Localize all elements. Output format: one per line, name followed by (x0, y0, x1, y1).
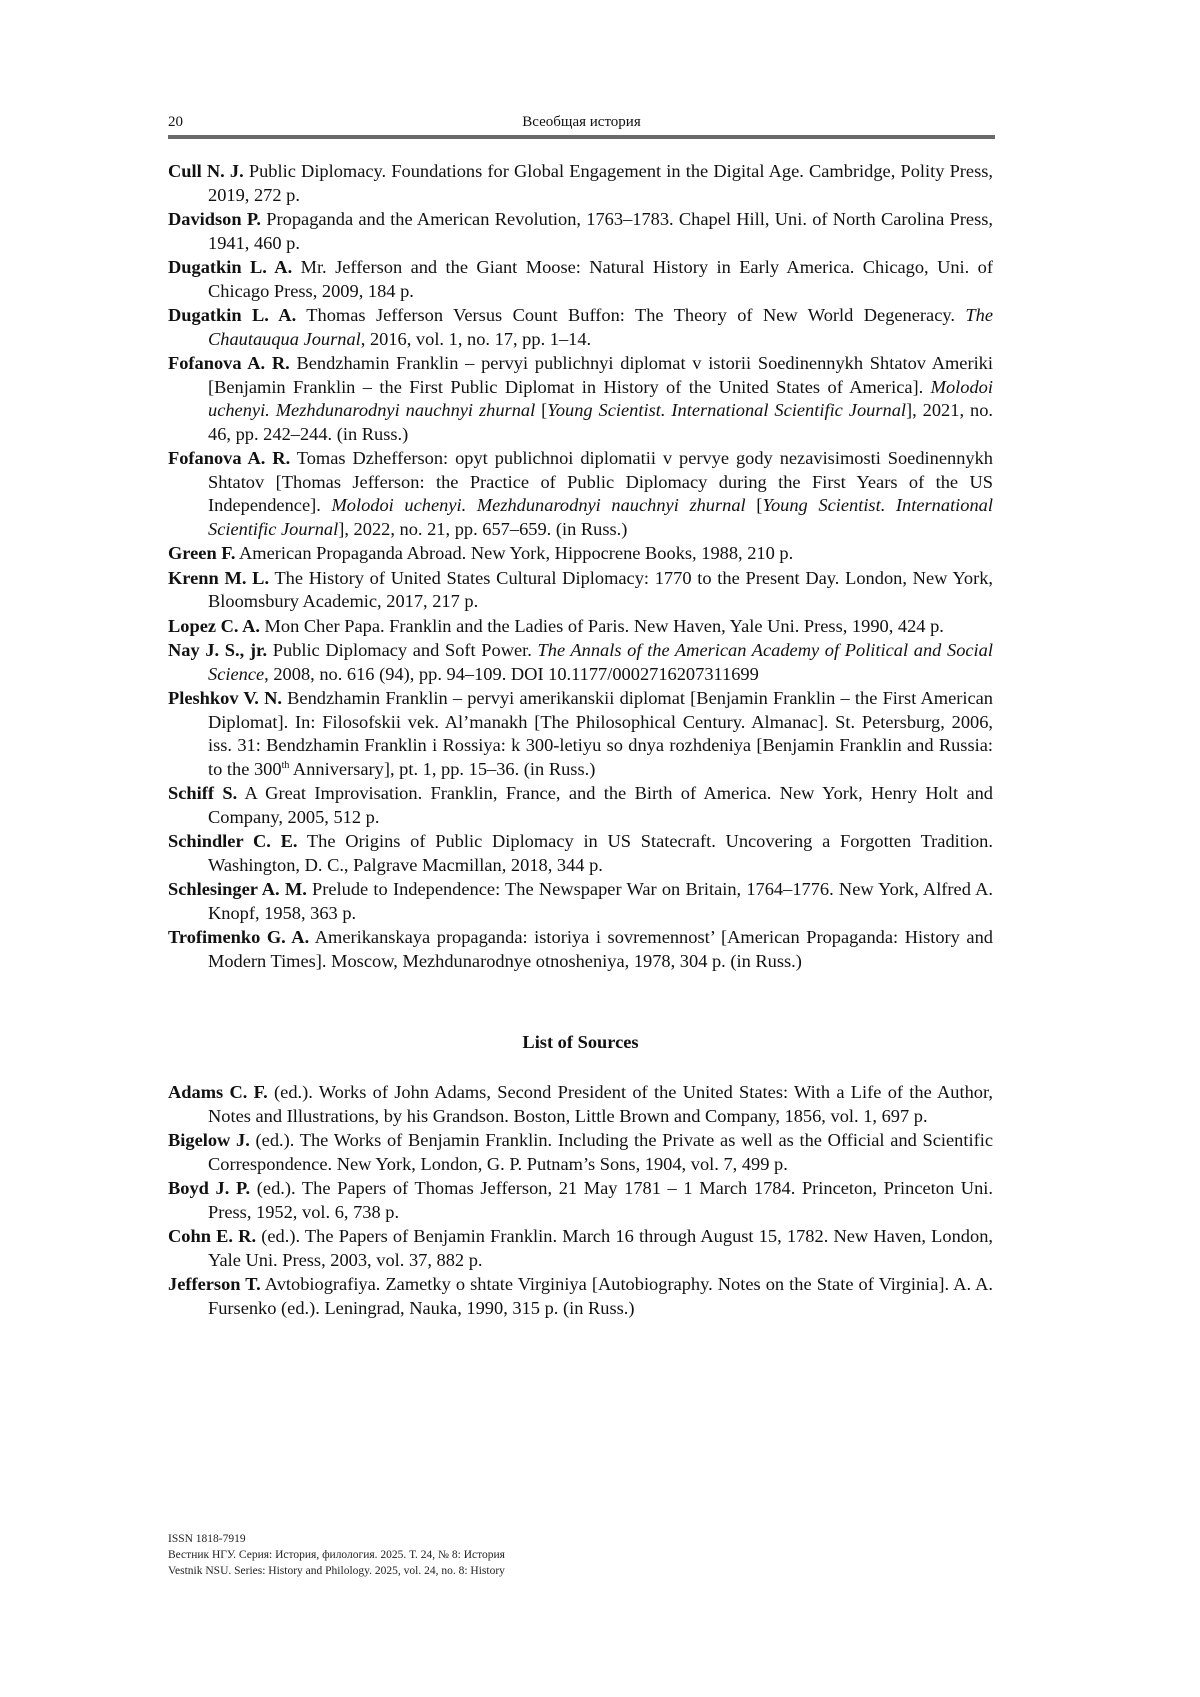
reference-entry (168, 878, 993, 925)
reference-author: Schlesinger A. M. (168, 879, 307, 900)
reference-text: Bendzhamin Franklin – pervyi publichnyi diplomat v istorii Soedinennykh Shtatov Ameriki [Benjamin Franklin – the First Public Diplomat in History of the United States of America]. (208, 352, 993, 397)
reference-text: , 2008, no. 616 (94), pp. 94–109. DOI 10.1177/0002716207311699 (264, 663, 759, 684)
header-rule (168, 135, 995, 139)
reference-author: Bigelow J. (168, 1129, 250, 1150)
reference-title-italic: Young Scientist. International Scientific Journal (208, 495, 993, 539)
reference-text: Public Diplomacy and Soft Power. (267, 640, 538, 661)
reference-author: Fofanova A. R. (168, 448, 291, 469)
reference-author: Dugatkin L. A. (168, 304, 297, 325)
reference-author: Jefferson T. (168, 1273, 261, 1294)
reference-text: th (281, 759, 290, 771)
reference-entry (168, 352, 993, 446)
page-number: 20 (168, 114, 183, 130)
reference-title-italic: Young Scientist. International Scientific Journal (547, 400, 906, 421)
reference-entry (168, 926, 993, 973)
reference-text: Amerikanskaya propaganda: istoriya i sovremennost’ [American Propaganda: History and Modern Times]. Moscow, Mezhdunarodnye otnosheniya, 1978, 304 p. (in Russ.) (208, 927, 993, 971)
reference-entry (168, 304, 993, 351)
reference-entry (168, 567, 993, 614)
section-heading-sources: List of Sources (522, 1032, 639, 1052)
reference-text: The History of United States Cultural Diplomacy: 1770 to the Present Day. London, New York, Bloomsbury Academic, 2017, 217 p. (208, 567, 993, 612)
reference-text: ], 2022, no. 21, pp. 657–659. (in Russ.) (338, 518, 628, 539)
reference-text: The Origins of Public Diplomacy in US Statecraft. Uncovering a Forgotten Tradition. Washington, D. C., Palgrave Macmillan, 2018, 344 p. (208, 831, 993, 875)
reference-text: Tomas Dzhefferson: opyt publichnoi diplomatii v pervye gody nezavisimosti Soedinennykh Shtatov [Thomas Jefferson: the Practice of Public Diplomacy during the First Years of the US Independence]. (208, 448, 993, 516)
reference-title-italic: The Chautauqua Journal (208, 304, 993, 349)
reference-entry (168, 1225, 993, 1272)
reference-entry (168, 830, 993, 877)
reference-text: Bendzhamin Franklin – pervyi amerikanskii diplomat [Benjamin Franklin – the First American Diplomat]. In: Filosofskii vek. Al’manakh [The Philosophical Century. Almanac]. St. Petersburg, 2006, iss. 31: Bendzhamin Franklin i Rossiya: k 300-letiyu so dnya rozhdeniya [Benjamin Franklin and Russia: to the 300 (208, 688, 993, 779)
sources-list (168, 1081, 993, 1321)
reference-author: Schindler C. E. (168, 831, 298, 852)
reference-text: , 2016, vol. 1, no. 17, pp. 1–14. (360, 328, 592, 349)
reference-text: Avtobiografiya. Zametky o shtate Virginiya [Autobiography. Notes on the State of Virginia]. A. A. Fursenko (ed.). Leningrad, Nauka, 1990, 315 p. (in Russ.) (208, 1273, 994, 1318)
reference-author: Nay J. S., jr. (168, 640, 268, 661)
reference-title-italic: The Annals of the American Academy of Political and Social Science (208, 640, 993, 684)
reference-entry (168, 1273, 993, 1320)
reference-text: [ (535, 400, 548, 421)
reference-entry (168, 639, 993, 686)
reference-author: Pleshkov V. N. (168, 688, 282, 709)
page-footer (168, 1531, 505, 1579)
reference-entry (168, 782, 993, 829)
reference-title-italic: Molodoi uchenyi. Mezhdunarodnyi nauchnyi zhurnal (208, 376, 993, 421)
reference-author: Davidson P. (168, 208, 262, 229)
reference-text: ], 2021, no. 46, pp. 242–244. (in Russ.) (208, 400, 993, 444)
reference-author: Krenn M. L. (168, 567, 270, 588)
literature-list (168, 160, 993, 974)
reference-text: Thomas Jefferson Versus Count Buffon: The Theory of New World Degeneracy. (296, 304, 966, 325)
reference-entry (168, 160, 993, 207)
reference-text: A Great Improvisation. Franklin, France, and the Birth of America. New York, Henry Holt and Company, 2005, 512 p. (208, 783, 994, 827)
reference-text: Mon Cher Papa. Franklin and the Ladies of Paris. New Haven, Yale Uni. Press, 1990, 424 p. (259, 615, 944, 636)
reference-author: Lopez C. A. (168, 615, 260, 636)
reference-entry (168, 208, 993, 255)
reference-text: Propaganda and the American Revolution, 1763–1783. Chapel Hill, Uni. of North Carolina Press, 1941, 460 p. (208, 208, 993, 253)
reference-author: Trofimenko G. A. (168, 927, 310, 948)
reference-text: (ed.). The Works of Benjamin Franklin. Including the Private as well as the Official and Scientific Correspondence. New York, London, G. P. Putnam’s Sons, 1904, vol. 7, 499 p. (208, 1129, 993, 1174)
reference-title-italic: Molodoi uchenyi. Mezhdunarodnyi nauchnyi zhurnal (331, 495, 746, 516)
reference-author: Schiff S. (168, 783, 238, 804)
reference-text: (ed.). Works of John Adams, Second President of the United States: With a Life of the Author, Notes and Illustrations, by his Grandson. Boston, Little Brown and Company, 1856, vol. 1, 697 p. (208, 1082, 993, 1126)
reference-author: Dugatkin L. A. (168, 256, 293, 277)
reference-entry (168, 256, 993, 303)
reference-text: [ (745, 495, 763, 516)
reference-author: Green F. (168, 543, 236, 564)
reference-entry (168, 687, 993, 781)
reference-author: Fofanova A. R. (168, 352, 290, 373)
footer-issn: ISSN 1818-7919 (168, 1533, 246, 1545)
running-title: Всеобщая история (522, 114, 641, 130)
reference-author: Boyd J. P. (168, 1177, 251, 1198)
reference-entry (168, 1081, 993, 1128)
footer-journal-en: Vestnik NSU. Series: History and Philology. 2025, vol. 24, no. 8: History (168, 1565, 505, 1577)
reference-entry (168, 615, 993, 639)
reference-text: Public Diplomacy. Foundations for Global Engagement in the Digital Age. Cambridge, Polity Press, 2019, 272 p. (208, 161, 993, 205)
reference-text: Mr. Jefferson and the Giant Moose: Natural History in Early America. Chicago, Uni. of Chicago Press, 2009, 184 p. (208, 256, 993, 301)
reference-author: Cull N. J. (168, 161, 244, 181)
reference-text: Anniversary], pt. 1, pp. 15–36. (in Russ.) (289, 758, 596, 779)
reference-text: American Propaganda Abroad. New York, Hippocrene Books, 1988, 210 p. (235, 543, 794, 564)
footer-journal-ru: Вестник НГУ. Серия: История, филология. 2025. Т. 24, № 8: История (168, 1549, 505, 1561)
reference-entry (168, 447, 993, 541)
reference-text: (ed.). The Papers of Benjamin Franklin. March 16 through August 15, 1782. New Haven, London, Yale Uni. Press, 2003, vol. 37, 882 p. (208, 1225, 993, 1270)
reference-author: Adams C. F. (168, 1082, 268, 1102)
reference-text: (ed.). The Papers of Thomas Jefferson, 21 May 1781 – 1 March 1784. Princeton, Princeton Uni. Press, 1952, vol. 6, 738 p. (208, 1177, 993, 1222)
reference-author: Cohn E. R. (168, 1225, 257, 1246)
reference-entry (168, 1177, 993, 1224)
reference-entry (168, 1129, 993, 1176)
reference-text: Prelude to Independence: The Newspaper War on Britain, 1764–1776. New York, Alfred A. Knopf, 1958, 363 p. (208, 879, 993, 923)
reference-entry (168, 542, 993, 566)
